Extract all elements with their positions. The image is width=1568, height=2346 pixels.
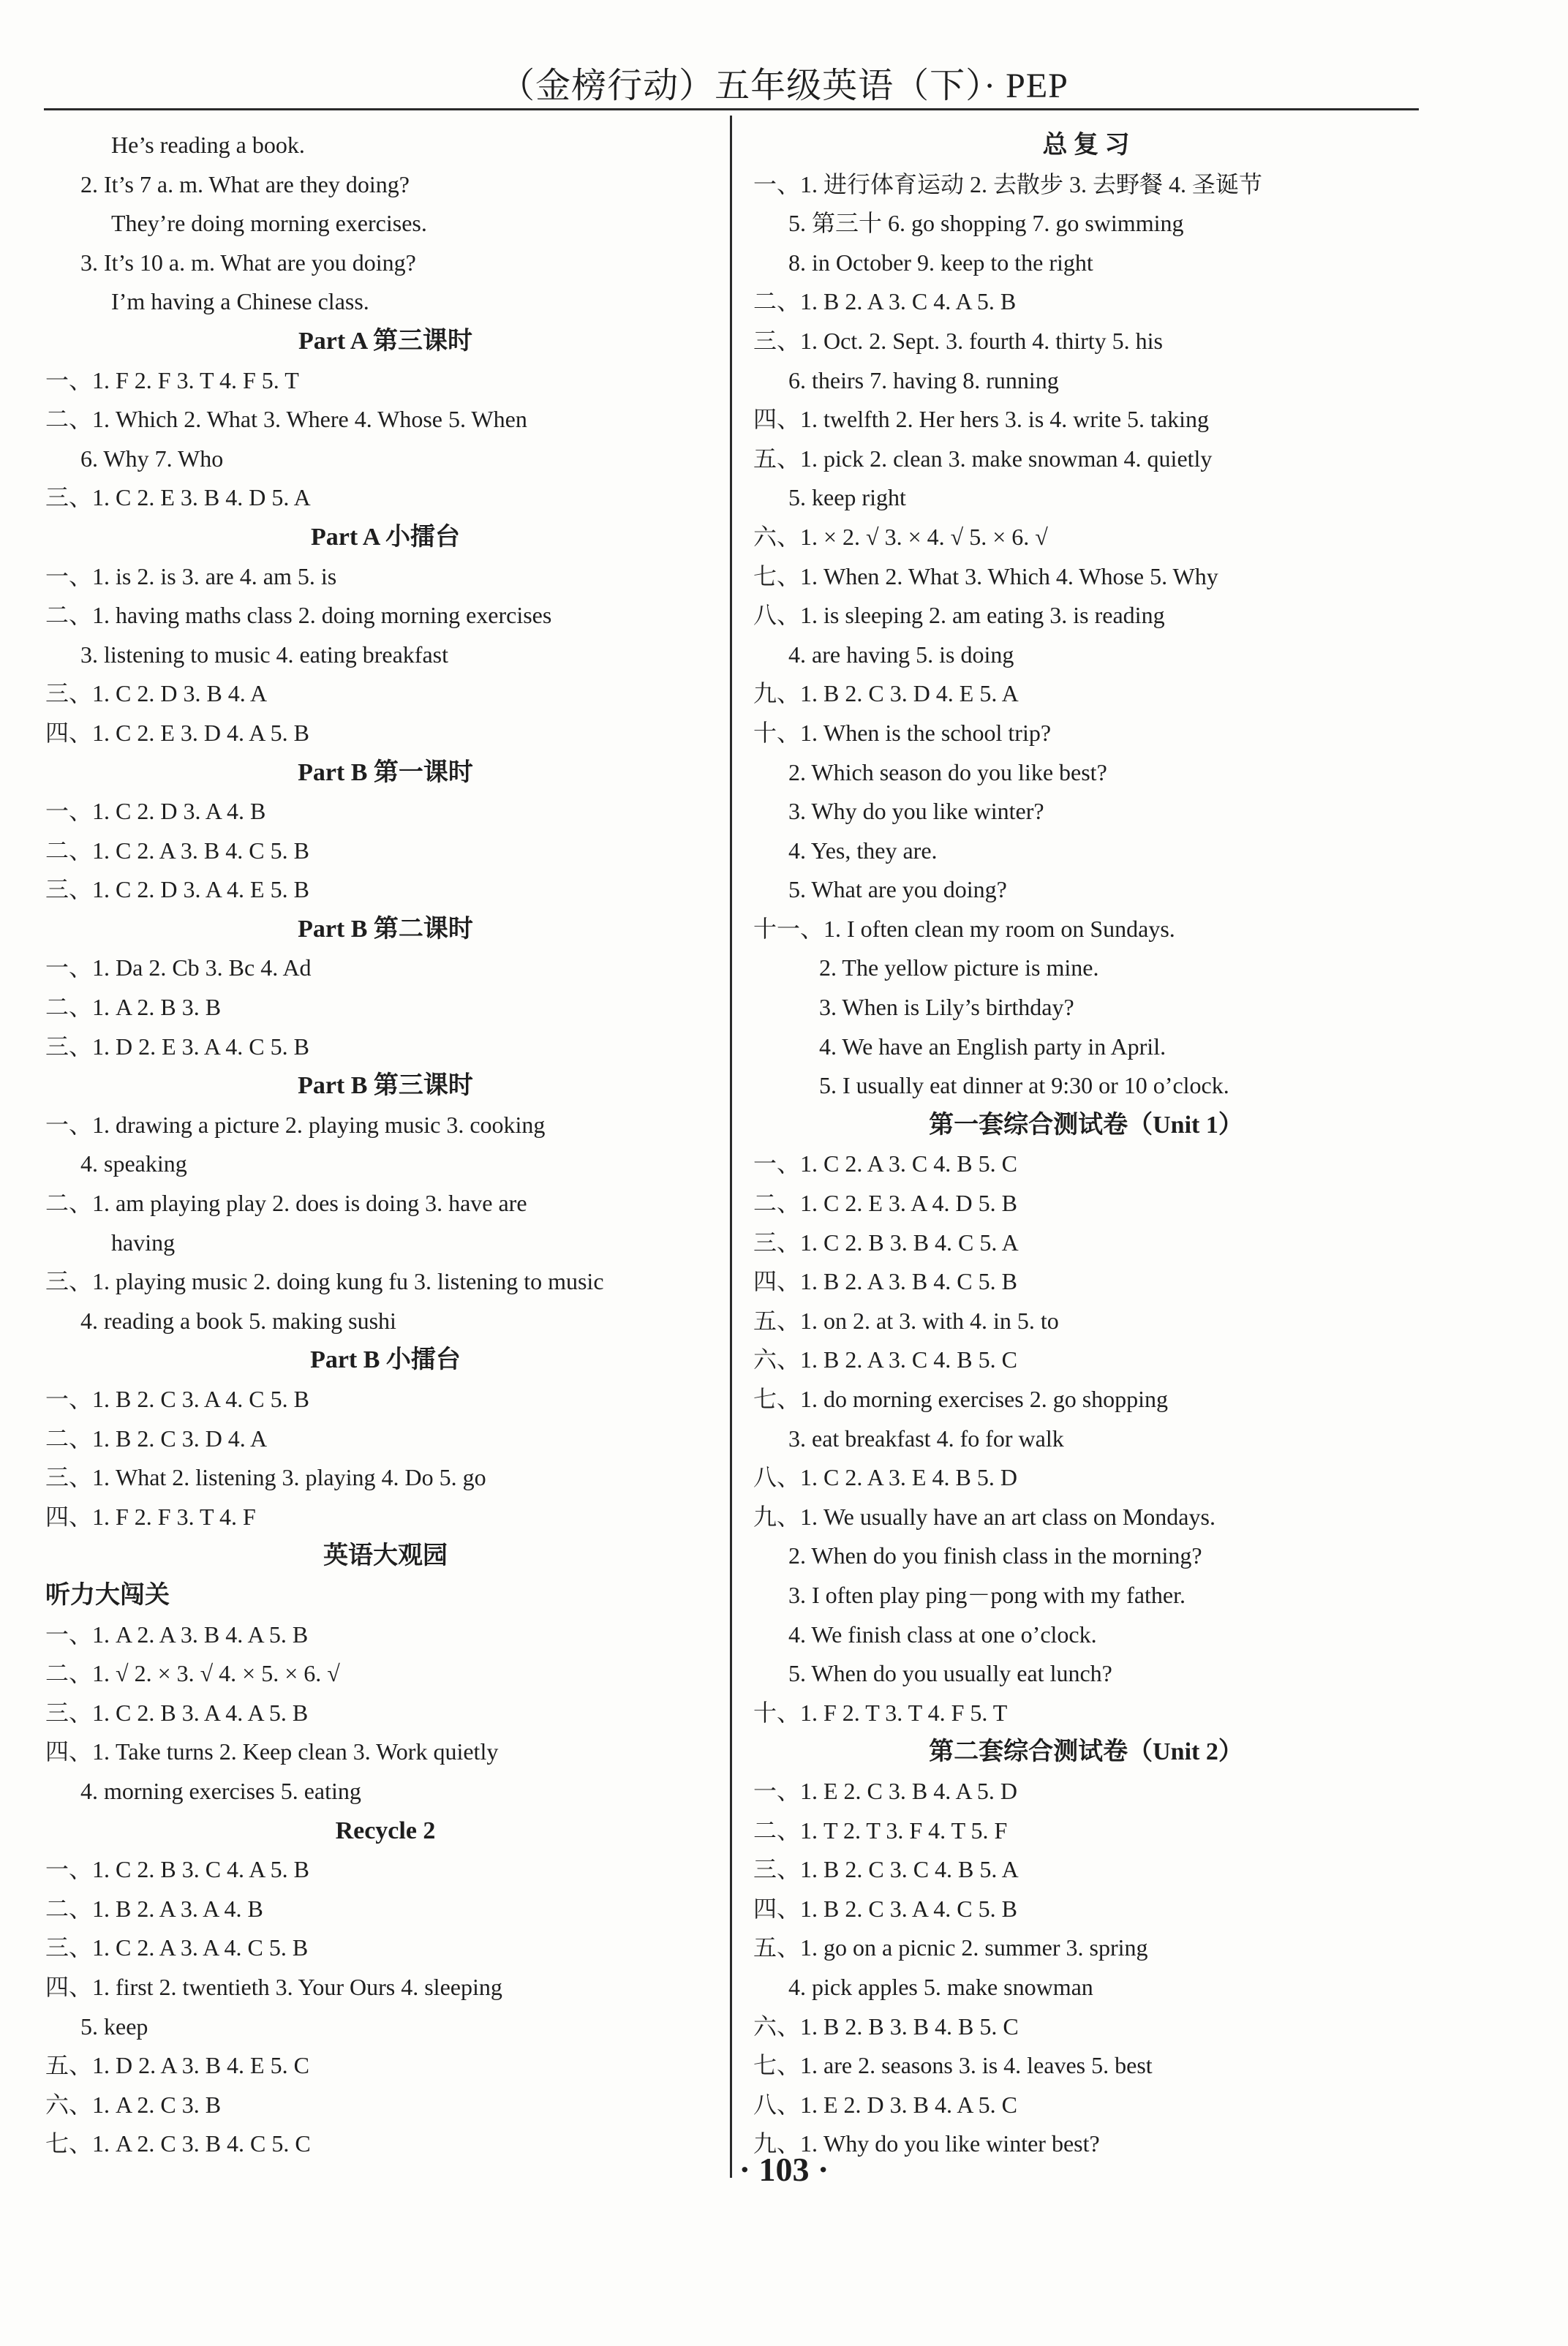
answer-line: 5. 第三十 6. go shopping 7. go swimming (788, 210, 1184, 237)
answer-line: having (111, 1229, 176, 1256)
answer-line: 四、1. twelfth 2. Her hers 3. is 4. write 5. taking (753, 406, 1210, 433)
answer-line: 一、1. C 2. A 3. C 4. B 5. C (753, 1150, 1017, 1177)
answer-line: 4. morning exercises 5. eating (80, 1777, 361, 1804)
answer-line: 2. When do you finish class in the morning? (788, 1542, 1202, 1569)
answer-line: 三、1. C 2. D 3. B 4. A (45, 680, 268, 707)
answer-line: 二、1. T 2. T 3. F 4. T 5. F (753, 1817, 1008, 1844)
answer-line: 四、1. C 2. E 3. D 4. A 5. B (45, 719, 309, 746)
answer-line: 3. listening to music 4. eating breakfast (80, 641, 448, 668)
answer-line: 三、1. What 2. listening 3. playing 4. Do 5. go (45, 1464, 486, 1491)
answer-line: 三、1. C 2. D 3. A 4. E 5. B (45, 876, 309, 903)
answer-line: 三、1. playing music 2. doing kung fu 3. listening to music (45, 1268, 604, 1295)
answer-line: 一、1. F 2. F 3. T 4. F 5. T (45, 366, 299, 393)
answer-line: 三、1. Oct. 2. Sept. 3. fourth 4. thirty 5. his (753, 327, 1163, 354)
answer-line: 一、1. Da 2. Cb 3. Bc 4. Ad (45, 954, 312, 981)
answer-line: 4. We have an English party in April. (819, 1033, 1166, 1060)
answer-line: 3. Why do you like winter? (788, 798, 1044, 825)
answer-line: 4. are having 5. is doing (788, 641, 1014, 668)
answer-line: 3. When is Lily’s birthday? (819, 994, 1074, 1021)
answer-line: 四、1. F 2. F 3. T 4. F (45, 1503, 256, 1530)
answer-line: 三、1. C 2. B 3. A 4. A 5. B (45, 1699, 309, 1726)
answer-line: 七、1. When 2. What 3. Which 4. Whose 5. Why (753, 562, 1218, 589)
answer-line: 一、1. 进行体育运动 2. 去散步 3. 去野餐 4. 圣诞节 (753, 170, 1263, 197)
answer-line: 一、1. C 2. B 3. C 4. A 5. B (45, 1856, 309, 1883)
answer-line: 3. It’s 10 a. m. What are you doing? (80, 249, 416, 276)
header-rule (44, 108, 1419, 110)
answer-line: 四、1. first 2. twentieth 3. Your Ours 4. sleeping (45, 1973, 502, 2000)
answer-line: 2. The yellow picture is mine. (819, 954, 1099, 981)
answer-line: 五、1. pick 2. clean 3. make snowman 4. quietly (753, 445, 1213, 472)
answer-line: 十一、1. I often clean my room on Sundays. (753, 915, 1175, 942)
answer-line: They’re doing morning exercises. (111, 210, 427, 237)
answer-line: 一、1. is 2. is 3. are 4. am 5. is (45, 562, 337, 589)
answer-line: 4. Yes, they are. (788, 837, 938, 864)
section-heading: Part A 小擂台 (311, 523, 460, 551)
answer-line: 4. reading a book 5. making sushi (80, 1307, 396, 1334)
answer-line: 3. I often play ping－pong with my father. (788, 1581, 1186, 1608)
answer-line: 七、1. A 2. C 3. B 4. C 5. C (45, 2130, 311, 2157)
answer-line: 二、1. Which 2. What 3. Where 4. Whose 5. When (45, 406, 527, 433)
section-heading: 听力大闯关 (45, 1581, 170, 1609)
answer-line: 五、1. go on a picnic 2. summer 3. spring (753, 1934, 1148, 1961)
section-heading: Part B 第三课时 (298, 1072, 473, 1100)
answer-line: 二、1. C 2. E 3. A 4. D 5. B (753, 1190, 1017, 1217)
section-heading: 英语大观园 (323, 1542, 448, 1570)
answer-line: 四、1. B 2. A 3. B 4. C 5. B (753, 1268, 1017, 1295)
answer-line: 二、1. √ 2. × 3. √ 4. × 5. × 6. √ (45, 1660, 340, 1687)
answer-line: 六、1. B 2. A 3. C 4. B 5. C (753, 1346, 1017, 1373)
section-heading: Recycle 2 (335, 1817, 436, 1844)
right-column (753, 126, 1419, 2164)
answer-line: 八、1. C 2. A 3. E 4. B 5. D (753, 1464, 1017, 1491)
answer-line: 一、1. A 2. A 3. B 4. A 5. B (45, 1621, 309, 1648)
answer-line: 四、1. Take turns 2. Keep clean 3. Work quietly (45, 1738, 499, 1765)
section-heading: Part B 第二课时 (298, 915, 473, 943)
answer-line: 五、1. on 2. at 3. with 4. in 5. to (753, 1307, 1059, 1334)
answer-line: 二、1. B 2. A 3. C 4. A 5. B (753, 288, 1017, 315)
section-heading: Part B 小擂台 (310, 1346, 461, 1374)
answer-line: 九、1. B 2. C 3. D 4. E 5. A (753, 680, 1019, 707)
answer-line: 4. speaking (80, 1150, 187, 1177)
answer-line: 十、1. F 2. T 3. T 4. F 5. T (753, 1699, 1008, 1726)
answer-line: 三、1. C 2. B 3. B 4. C 5. A (753, 1229, 1019, 1256)
answer-line: 三、1. C 2. A 3. A 4. C 5. B (45, 1934, 309, 1961)
answer-line: 七、1. are 2. seasons 3. is 4. leaves 5. best (753, 2052, 1153, 2079)
section-heading: Part B 第一课时 (298, 758, 473, 786)
answer-line: 二、1. A 2. B 3. B (45, 994, 222, 1021)
column-divider (730, 116, 732, 2178)
answer-line: 三、1. C 2. E 3. B 4. D 5. A (45, 484, 311, 511)
answer-line: 八、1. is sleeping 2. am eating 3. is reading (753, 602, 1165, 629)
left-column (45, 126, 725, 2164)
answer-line: 5. I usually eat dinner at 9:30 or 10 o’clock. (819, 1072, 1229, 1099)
answer-line: 三、1. B 2. C 3. C 4. B 5. A (753, 1856, 1019, 1883)
answer-line: 一、1. E 2. C 3. B 4. A 5. D (753, 1777, 1017, 1804)
answer-line: 5. keep (80, 2013, 148, 2040)
answer-line: 6. Why 7. Who (80, 445, 224, 472)
answer-line: 六、1. A 2. C 3. B (45, 2091, 222, 2118)
answer-line: 4. pick apples 5. make snowman (788, 1973, 1093, 2000)
answer-line: 4. We finish class at one o’clock. (788, 1621, 1097, 1648)
answer-line: 一、1. drawing a picture 2. playing music 3. cooking (45, 1111, 546, 1138)
answer-line: 二、1. am playing play 2. does is doing 3. have are (45, 1190, 527, 1217)
answer-line: 七、1. do morning exercises 2. go shopping (753, 1386, 1169, 1412)
answer-line: 二、1. C 2. A 3. B 4. C 5. B (45, 837, 309, 864)
answer-line: He’s reading a book. (111, 132, 305, 158)
answer-line: 二、1. B 2. A 3. A 4. B (45, 1895, 263, 1922)
page-header-title: （金榜行动）五年级英语（下）· PEP (500, 67, 1068, 105)
answer-line: I’m having a Chinese class. (111, 288, 369, 315)
answer-line: 九、1. We usually have an art class on Mondays. (753, 1503, 1215, 1530)
section-heading: 第一套综合测试卷（Unit 1） (929, 1111, 1243, 1139)
answer-line: 5. What are you doing? (788, 876, 1007, 903)
answer-line: 五、1. D 2. A 3. B 4. E 5. C (45, 2052, 309, 2079)
answer-line: 2. Which season do you like best? (788, 758, 1107, 785)
answer-line: 六、1. × 2. √ 3. × 4. √ 5. × 6. √ (753, 523, 1048, 550)
answer-line: 一、1. C 2. D 3. A 4. B (45, 798, 266, 825)
answer-line: 3. eat breakfast 4. fo for walk (788, 1425, 1064, 1452)
answer-line: 5. keep right (788, 484, 906, 511)
answer-line: 一、1. B 2. C 3. A 4. C 5. B (45, 1386, 309, 1412)
answer-line: 二、1. B 2. C 3. D 4. A (45, 1425, 268, 1452)
answer-line: 四、1. B 2. C 3. A 4. C 5. B (753, 1895, 1017, 1922)
answer-line: 2. It’s 7 a. m. What are they doing? (80, 170, 410, 197)
answer-line: 六、1. B 2. B 3. B 4. B 5. C (753, 2013, 1019, 2040)
answer-line: 二、1. having maths class 2. doing morning exercises (45, 602, 552, 629)
answer-line: 8. in October 9. keep to the right (788, 249, 1093, 276)
answer-line: 5. When do you usually eat lunch? (788, 1660, 1112, 1687)
section-heading: 第二套综合测试卷（Unit 2） (929, 1738, 1243, 1766)
answer-line: 八、1. E 2. D 3. B 4. A 5. C (753, 2091, 1017, 2118)
section-heading: Part A 第三课时 (298, 327, 472, 355)
answer-line: 6. theirs 7. having 8. running (788, 366, 1059, 393)
answer-line: 九、1. Why do you like winter best? (753, 2130, 1100, 2157)
section-heading: 总 复 习 (1042, 132, 1130, 159)
page-number: · 103 · (739, 2151, 829, 2188)
answer-line: 三、1. D 2. E 3. A 4. C 5. B (45, 1033, 309, 1060)
answer-line: 十、1. When is the school trip? (753, 719, 1052, 746)
